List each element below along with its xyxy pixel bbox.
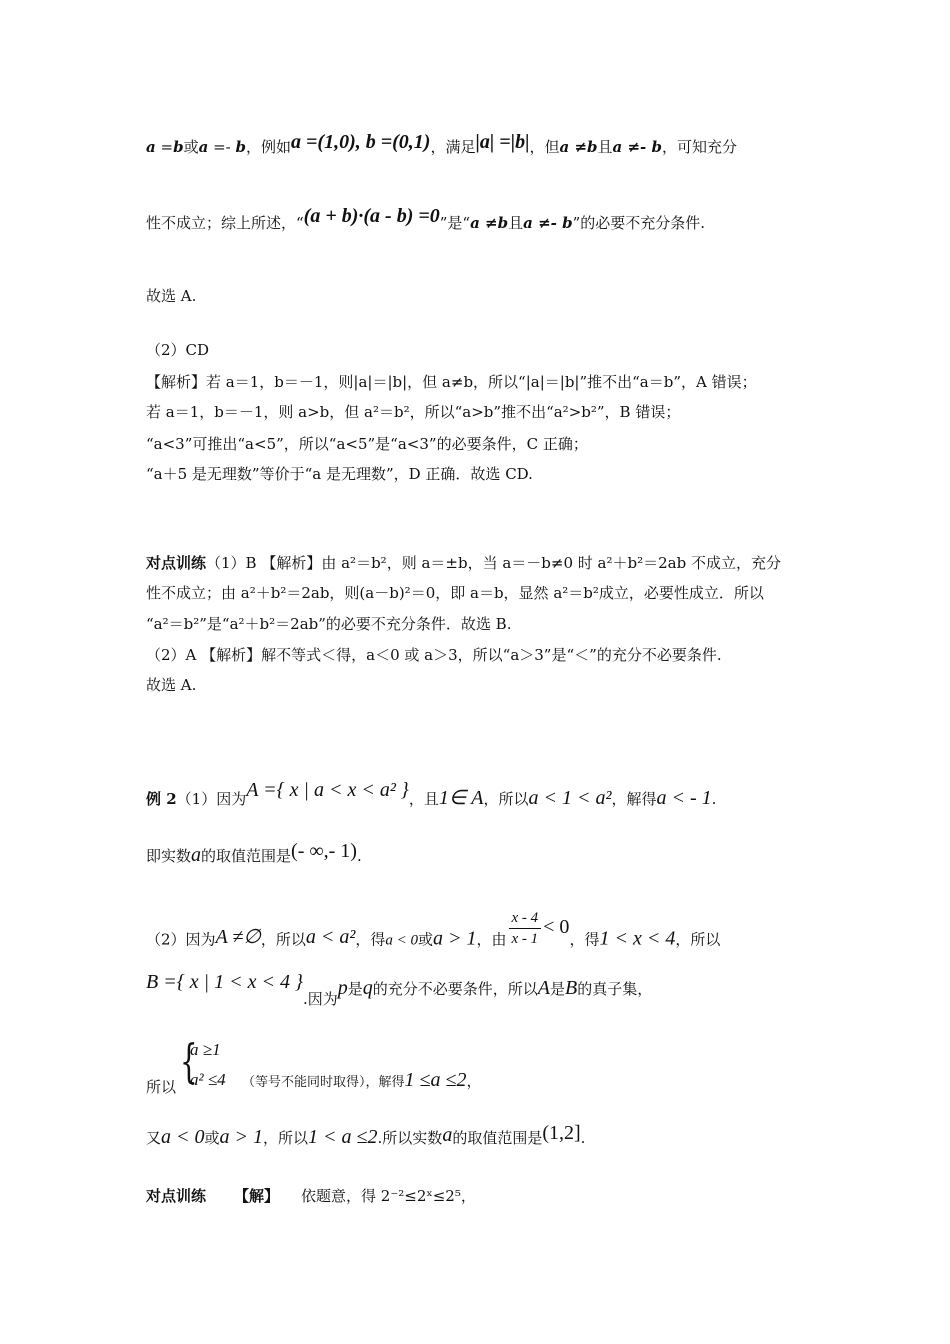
nonempty-formula: A ≠∅: [215, 925, 261, 948]
solution-formula: a < - 1: [656, 787, 712, 809]
text-segment: 又: [146, 1129, 162, 1147]
formula-a-neq-b: a ≠b: [470, 214, 509, 232]
var-q: q: [362, 977, 373, 999]
text-but: ，但: [529, 138, 560, 156]
text-segment: ，所以: [675, 930, 721, 949]
line-set-b: [146, 971, 653, 1008]
text-segment: （2）因为: [146, 930, 216, 949]
text-and: 且: [597, 138, 613, 156]
text-segment: 是: [549, 980, 565, 998]
system-row-2: a² ≤4: [190, 1070, 226, 1089]
text-tail: ，可知充分: [661, 138, 737, 156]
text-segment: （1）因为: [176, 790, 247, 808]
var-b: b: [173, 138, 184, 156]
result-formula: 1 ≤a ≤2: [404, 1069, 467, 1091]
text-segment: .所以实数: [377, 1129, 443, 1147]
line-vector-example: [146, 131, 737, 157]
system-brace: {: [180, 1034, 198, 1088]
text-segment: .: [356, 847, 362, 865]
eq-sign: =: [155, 138, 174, 156]
line-example2-part2: [146, 910, 721, 961]
line-practice-3: “a²＝b²”是“a²＋b²＝2ab”的必要不充分条件．故选 B.: [146, 615, 512, 633]
line-answer-a: 故选 A.: [146, 287, 197, 305]
condition-formula: a < 0: [385, 932, 418, 949]
line-practice-4: （2）A 【解析】解不等式＜得，a＜0 或 a＞3，所以“a＞3”是“＜”的充分不必要条件.: [146, 646, 722, 664]
var-p: p: [337, 977, 348, 999]
eq-neg-sign: =-: [208, 138, 236, 156]
fraction-formula: [509, 908, 542, 949]
inequality-formula: a < a²: [305, 925, 356, 948]
condition-formula: a < 0: [161, 1126, 205, 1148]
formula-a-neq-neg-b: a ≠- b: [612, 138, 662, 156]
text-or: 或: [417, 930, 433, 949]
line-final-range: [146, 1122, 586, 1148]
fraction-denominator: x - 1: [511, 931, 539, 947]
magnitude-formula: |a| =|b|: [475, 131, 530, 153]
text-segment: 即实数: [146, 847, 192, 865]
line-conclusion: [146, 205, 706, 233]
var-a: a: [442, 1124, 453, 1146]
text-segment: ，由: [476, 930, 507, 949]
text-segment: 的取值范围是: [201, 847, 292, 865]
text-segment: ，得: [355, 930, 386, 949]
text-segment: ”的必要不充分条件.: [572, 214, 706, 232]
var-a: a: [146, 138, 156, 156]
text-segment: 的取值范围是: [452, 1129, 543, 1147]
fraction-numerator: x - 4: [509, 908, 542, 929]
practice-text: （1）B 【解析】由 a²＝b²，则 a＝±b，当 a＝－b≠0 时 a²＋b²＝2ab 不成立，充分: [206, 554, 781, 572]
line-practice-5: 故选 A.: [146, 676, 197, 694]
formula-a-neq-b: a ≠b: [559, 138, 598, 156]
text-segment: ，: [466, 1072, 482, 1090]
dot-product-formula: (a + b)·(a - b) =0: [303, 205, 440, 227]
text-or: 或: [183, 138, 199, 156]
inequality-formula: a < 1 < a²: [528, 787, 612, 809]
text-segment: ，所以: [263, 1129, 309, 1147]
text-segment: ，且: [408, 790, 439, 808]
text-segment: ，所以: [260, 930, 306, 949]
formula-a-neq-neg-b: a ≠- b: [523, 214, 573, 232]
text-segment: ，解得: [611, 790, 657, 808]
set-a-formula: A ={ x | a < x < a² }: [246, 779, 409, 801]
practice-text: 依题意，得 2⁻²≤2ˣ≤2⁵，: [301, 1187, 476, 1205]
system-row-1: a ≥1: [190, 1040, 221, 1059]
interval-formula: (- ∞,- 1): [291, 840, 357, 862]
text-segment: 的充分不必要条件，所以: [372, 980, 538, 998]
practice-label: 对点训练: [146, 1187, 207, 1205]
condition-formula: a > 1: [219, 1126, 264, 1148]
line-range1: [146, 840, 362, 866]
line-practice-2: 性不成立；由 a²＋b²＝2ab，则(a－b)²＝0，即 a＝b，显然 a²＝b²成立，必要性成立．所以: [146, 584, 764, 602]
text-satisfy: ，满足: [430, 138, 476, 156]
text-segment: .: [580, 1129, 586, 1147]
solution-formula: 1 < x < 4: [599, 927, 676, 950]
text-segment: 所以: [146, 1078, 177, 1096]
set-b-formula: B ={ x | 1 < x < 4 }: [146, 971, 303, 993]
text-segment: .: [711, 790, 717, 808]
line-analysis-b: 若 a＝1，b＝－1，则 a>b，但 a²＝b²，所以“a>b”推不出“a²>b²”，B 错误；: [146, 403, 681, 421]
var-A: A: [537, 977, 550, 999]
text-segment: 性不成立；综上所述，“: [146, 214, 304, 232]
example-label: 例 2: [146, 790, 177, 808]
text-segment: 是: [347, 980, 363, 998]
text-or: 或: [204, 1129, 220, 1147]
line-analysis-a: 【解析】若 a＝1，b＝－1，则|a|＝|b|，但 a≠b，所以“|a|＝|b|”推不出“a＝b”，A 错误；: [146, 373, 757, 391]
line-analysis-d: “a＋5 是无理数”等价于“a 是无理数”，D 正确．故选 CD.: [146, 465, 533, 483]
var-a: a: [191, 844, 202, 866]
var-a: a: [198, 138, 209, 156]
line-part2-cd: （2）CD: [146, 341, 210, 359]
result-formula: 1 < a ≤2: [308, 1126, 378, 1148]
text-segment: 的真子集，: [577, 980, 653, 998]
var-B: B: [565, 977, 578, 999]
solution-label: 【解】: [234, 1187, 280, 1205]
line-analysis-c: “a<3”可推出“a<5”，所以“a<5”是“a<3”的必要条件，C 正确；: [146, 435, 588, 453]
text-note: （等号不能同时取得），解得: [242, 1075, 405, 1090]
vector-example-formula: a =(1,0), b =(0,1): [291, 131, 431, 153]
practice-label: 对点训练: [146, 554, 207, 572]
line-last-practice: [146, 1186, 476, 1206]
condition-formula: a > 1: [432, 927, 477, 950]
line-solve: [146, 1069, 482, 1099]
membership-formula: 1∈ A: [438, 787, 484, 809]
var-b: b: [235, 138, 247, 156]
text-and: 且: [508, 214, 524, 232]
text-segment: ，所以: [483, 790, 529, 808]
interval-formula: (1,2]: [542, 1122, 581, 1144]
text-segment: ，得: [569, 930, 600, 949]
text-for-example: ，例如: [246, 138, 292, 156]
less-than-zero: < 0: [543, 915, 570, 938]
line-practice-1: [146, 553, 781, 573]
text-segment: ”是“: [439, 214, 471, 232]
text-segment: .因为: [302, 990, 338, 1008]
line-example2-part1: [146, 779, 717, 809]
